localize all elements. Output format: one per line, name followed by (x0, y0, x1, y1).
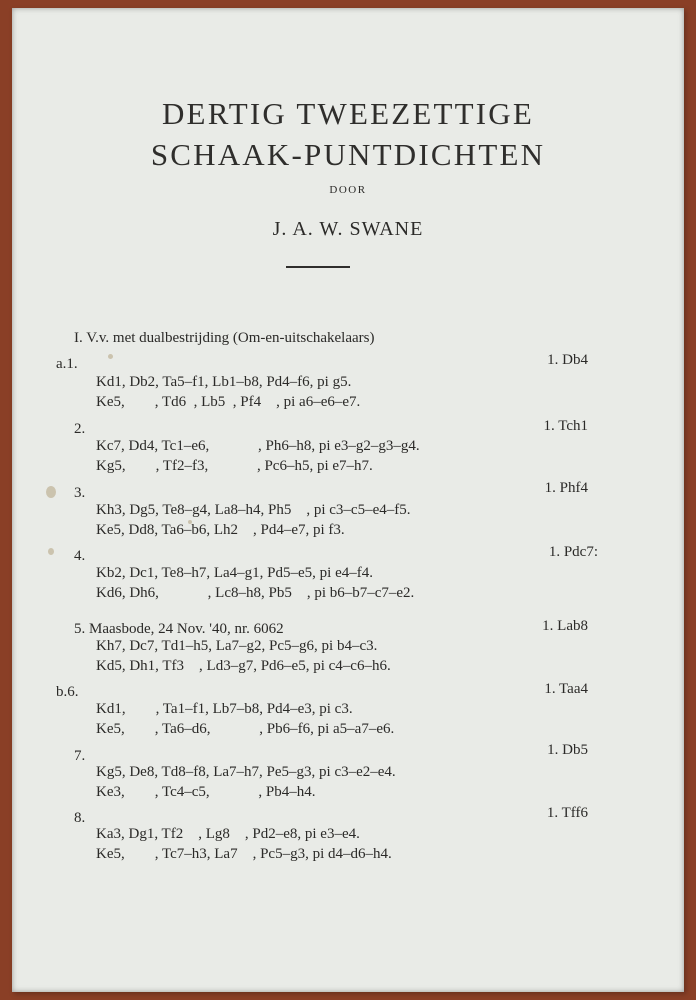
problem-white-position: Kg5, De8, Td8–f8, La7–h7, Pe5–g3, pi c3–e2–e4. (96, 764, 396, 780)
problem-label: 7. (74, 748, 86, 764)
problem-label: a.1. (56, 356, 78, 372)
problem-white-position: Kh7, Dc7, Td1–h5, La7–g2, Pc5–g6, pi b4–c3. (96, 638, 378, 654)
problem-white-position: Ka3, Dg1, Tf2 , Lg8 , Pd2–e8, pi e3–e4. (96, 826, 360, 842)
byline-door: DOOR (329, 184, 367, 196)
problem-black-position: Ke5, , Td6 , Lb5 , Pf4 , pi a6–e6–e7. (96, 394, 361, 410)
title-divider (286, 266, 350, 268)
author-name: J. A. W. SWANE (272, 218, 424, 240)
problem-black-position: Ke5, , Tc7–h3, La7 , Pc5–g3, pi d4–d6–h4. (96, 846, 392, 862)
problem-white-position: Kc7, Dd4, Tc1–e6, , Ph6–h8, pi e3–g2–g3–g4. (96, 438, 420, 454)
problem-solution: 1. Taa4 (544, 681, 588, 697)
problem-solution: 1. Db4 (547, 352, 588, 368)
problem-solution: 1. Pdc7: (548, 544, 598, 560)
problem-label: 5. Maasbode, 24 Nov. '40, nr. 6062 (74, 621, 284, 637)
problem-solution: 1. Db5 (547, 742, 588, 758)
problem-white-position: Kb2, Dc1, Te8–h7, La4–g1, Pd5–e5, pi e4–f4. (96, 565, 373, 581)
title-line-1: DERTIG TWEEZETTIGE (161, 96, 535, 131)
problem-solution: 1. Tch1 (543, 418, 588, 434)
problem-black-position: Ke3, , Tc4–c5, , Pb4–h4. (96, 784, 316, 800)
foxing-spot (188, 520, 192, 524)
problem-label: 3. (74, 485, 86, 501)
problem-black-position: Ke5, , Ta6–d6, , Pb6–f6, pi a5–a7–e6. (96, 721, 395, 737)
problem-label: 4. (74, 548, 86, 564)
problem-solution: 1. Phf4 (544, 480, 588, 496)
problem-white-position: Kd1, Db2, Ta5–f1, Lb1–b8, Pd4–f6, pi g5. (96, 374, 352, 390)
problem-white-position: Kd1, , Ta1–f1, Lb7–b8, Pd4–e3, pi c3. (96, 701, 353, 717)
problem-black-position: Kg5, , Tf2–f3, , Pc6–h5, pi e7–h7. (96, 458, 373, 474)
title-line-2: SCHAAK-PUNTDICHTEN (150, 137, 546, 172)
foxing-spot (46, 486, 56, 498)
problem-white-position: Kh3, Dg5, Te8–g4, La8–h4, Ph5 , pi c3–c5–e4–f5. (96, 502, 411, 518)
problem-black-position: Kd6, Dh6, , Lc8–h8, Pb5 , pi b6–b7–c7–e2. (96, 585, 415, 601)
foxing-spot (108, 354, 113, 359)
problem-label: 2. (74, 421, 86, 437)
problem-black-position: Ke5, Dd8, Ta6–b6, Lh2 , Pd4–e7, pi f3. (96, 522, 345, 538)
section-heading: I. V.v. met dualbestrijding (Om-en-uitschakelaars) (74, 330, 375, 346)
problem-solution: 1. Tff6 (546, 805, 588, 821)
problem-label: 8. (74, 810, 86, 826)
problem-label: b.6. (56, 684, 79, 700)
problem-black-position: Kd5, Dh1, Tf3 , Ld3–g7, Pd6–e5, pi c4–c6–h6. (96, 658, 391, 674)
foxing-spot (48, 548, 54, 555)
problem-solution: 1. Lab8 (542, 618, 588, 634)
document-page (12, 8, 684, 992)
